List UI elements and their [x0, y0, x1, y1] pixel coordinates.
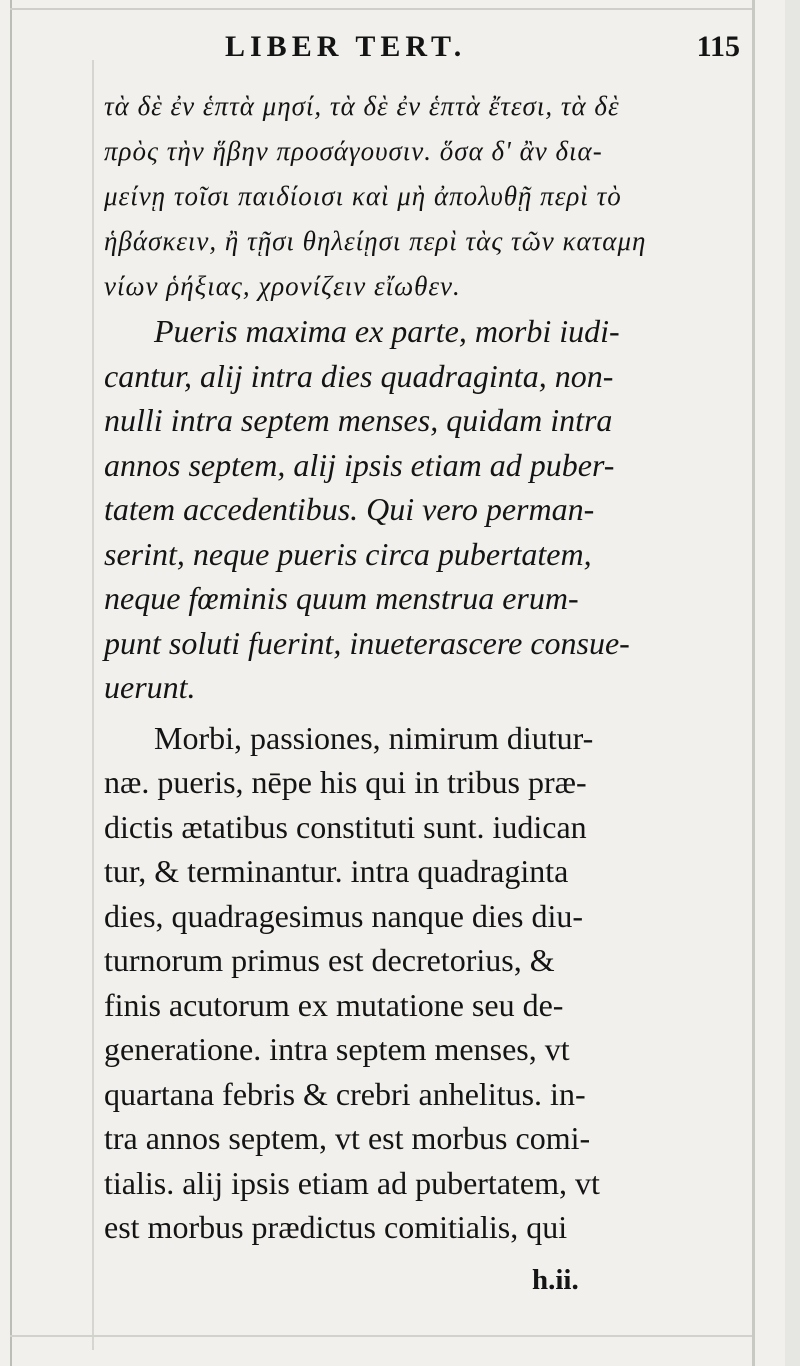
commentary-line: turnorum primus est decretorius, &: [104, 942, 555, 978]
greek-line: πρὸς τὴν ἥβην προσάγουσιν. ὅσα δ' ἂν δια-: [104, 136, 603, 166]
page-edge-left: [10, 0, 12, 1366]
latin-line: punt soluti fuerint, inueterascere consue-: [104, 624, 630, 661]
greek-line: μείνῃ τοῖσι παιδίοισι καὶ μὴ ἀπολυθῇ περὶ τὸ: [104, 181, 622, 211]
greek-line: τὰ δὲ ἐν ἑπτὰ μησί, τὰ δὲ ἐν ἑπτὰ ἔτεσι, τὰ δὲ: [104, 91, 620, 121]
commentary-line: tur, & terminantur. intra quadraginta: [104, 853, 569, 889]
page-edge-right: [752, 0, 755, 1366]
latin-line: serint, neque pueris circa pubertatem,: [104, 535, 592, 572]
running-head: LIBER TERT.: [225, 30, 467, 63]
commentary-line: generatione. intra septem menses, vt: [104, 1031, 570, 1067]
commentary-line: quartana febris & crebri anhelitus. in-: [104, 1075, 586, 1112]
greek-line: ἡβάσκειν, ἢ τῇσι θηλείῃσι περὶ τὰς τῶν καταμη: [104, 226, 647, 256]
latin-line: annos septem, alij ipsis etiam ad puber-: [104, 446, 615, 483]
latin-line: cantur, alij intra dies quadraginta, non-: [104, 357, 614, 394]
page-number: 115: [696, 30, 740, 63]
bottom-rule: [10, 1335, 752, 1337]
commentary-line: næ. pueris, nēpe his qui in tribus præ-: [104, 764, 587, 800]
commentary-line: tra annos septem, vt est morbus comi-: [104, 1120, 591, 1156]
commentary-line: finis acutorum ex mutatione seu de-: [104, 986, 564, 1023]
greek-line: νίων ῥήξιας, χρονίζειν εἴωθεν.: [104, 271, 461, 301]
text-block: [104, 84, 740, 1250]
latin-line: Pueris maxima ex parte, morbi iudi-: [154, 313, 620, 349]
latin-line: neque fœminis quum menstrua erum-: [104, 580, 579, 616]
commentary-line: Morbi, passiones, nimirum diutur-: [154, 719, 594, 756]
commentary-line: dies, quadragesimus nanque dies diu-: [104, 897, 583, 934]
latin-line: tatem accedentibus. Qui vero perman-: [104, 491, 595, 527]
commentary-line: tialis. alij ipsis etiam ad pubertatem, vt: [104, 1164, 600, 1201]
latin-line: uerunt.: [104, 669, 196, 705]
margin-rule: [92, 60, 94, 1350]
signature-mark: h.ii.: [532, 1264, 579, 1296]
page-header: [100, 30, 740, 70]
top-rule: [10, 8, 752, 10]
latin-line: nulli intra septem menses, quidam intra: [104, 402, 613, 438]
facing-page-edge: [785, 0, 800, 1366]
commentary-line: dictis ætatibus constituti sunt. iudican: [104, 808, 587, 845]
commentary-line: est morbus prædictus comitialis, qui: [104, 1209, 568, 1245]
